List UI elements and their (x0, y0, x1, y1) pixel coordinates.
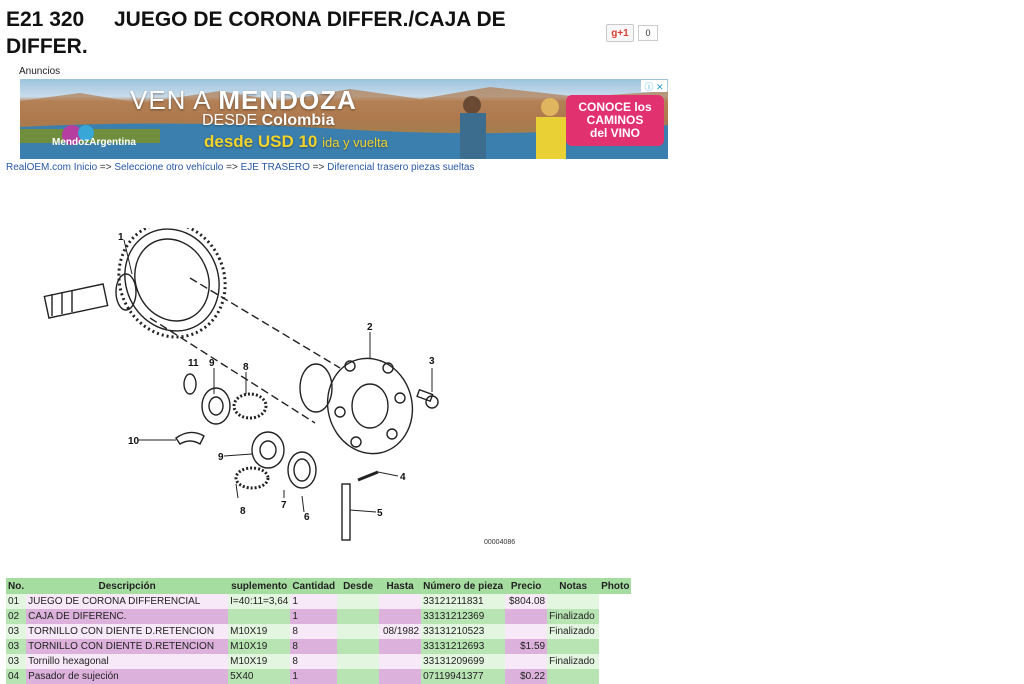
col-numero-pieza[interactable]: Número de pieza (421, 578, 505, 594)
breadcrumb-select-vehicle-link[interactable]: Seleccione otro vehículo (114, 162, 224, 173)
col-no[interactable]: No. (6, 578, 26, 594)
callout-11: 11 (188, 358, 199, 369)
table-header-row (6, 578, 631, 594)
callout-1: 1 (118, 232, 124, 243)
google-plus-button[interactable]: g+1 (606, 24, 634, 42)
callout-9a: 9 (209, 358, 215, 369)
ad-headline: VEN A MENDOZA (130, 85, 357, 115)
col-notas[interactable]: Notas (547, 578, 599, 594)
callout-9b: 9 (218, 452, 224, 463)
table-row[interactable]: 03 Tornillo hexagonal M10X19 8 33131209699 Finalizado (6, 654, 631, 669)
callout-8b: 8 (240, 506, 246, 517)
parts-table (6, 578, 631, 684)
ad-brand: MendozArgentina (52, 137, 136, 148)
col-suplemento[interactable]: suplemento (228, 578, 290, 594)
parts-diagram[interactable] (40, 228, 530, 548)
callout-2: 2 (367, 322, 373, 333)
callout-10: 10 (128, 436, 140, 447)
callout-6: 6 (304, 512, 310, 523)
col-hasta[interactable]: Hasta (379, 578, 421, 594)
col-precio[interactable]: Precio (505, 578, 547, 594)
callout-3: 3 (429, 356, 435, 367)
title-code: E21 320 (6, 8, 85, 31)
table-row[interactable]: 03 TORNILLO CON DIENTE D.RETENCION M10X19 8 33131212693 $1.59 (6, 639, 631, 654)
table-row[interactable]: 02 CAJA DE DIFERENC. 1 33131212369 Finalizado (6, 609, 631, 624)
ads-label: Anuncios (19, 66, 61, 77)
breadcrumb-section-link[interactable]: EJE TRASERO (240, 162, 310, 173)
table-row[interactable]: 03 TORNILLO CON DIENTE D.RETENCION M10X19 8 08/1982 33131210523 Finalizado (6, 624, 631, 639)
ad-cta-button[interactable]: CONOCE los CAMINOS del VINO (566, 95, 664, 146)
title-text: JUEGO DE CORONA DIFFER./CAJA DE DIFFER. (6, 8, 506, 58)
page-title (6, 6, 566, 60)
col-cantidad[interactable]: Cantidad (290, 578, 337, 594)
table-row[interactable]: 01 JUEGO DE CORONA DIFFERENCIAL I=40:11=3,64 1 33121211831 $804.08 (6, 594, 631, 609)
adchoices-icon[interactable]: ⓘ ✕ (641, 80, 667, 92)
google-plus-widget (606, 24, 658, 42)
callout-7: 7 (281, 500, 287, 511)
col-photo[interactable]: Photo (599, 578, 631, 594)
breadcrumb-home-link[interactable]: RealOEM.com Inicio (6, 162, 98, 173)
google-plus-count: 0 (638, 25, 658, 41)
callout-5: 5 (377, 508, 383, 519)
table-row[interactable]: 04 Pasador de sujeción 5X40 1 07119941377 $0.22 (6, 669, 631, 684)
ad-subheadline: DESDE Colombia (202, 112, 335, 129)
callout-8a: 8 (243, 362, 249, 373)
callout-4: 4 (400, 472, 406, 483)
col-desde[interactable]: Desde (337, 578, 379, 594)
ad-price: desde USD 10 ida y vuelta (204, 132, 388, 151)
col-descripcion[interactable]: Descripción (26, 578, 228, 594)
diagram-reference: 00004086 (484, 539, 516, 546)
ad-banner[interactable] (20, 79, 668, 159)
breadcrumb: RealOEM.com Inicio => Seleccione otro vehículo => EJE TRASERO => Diferencial trasero piezas sueltas (6, 162, 475, 173)
breadcrumb-current-link[interactable]: Diferencial trasero piezas sueltas (327, 162, 475, 173)
